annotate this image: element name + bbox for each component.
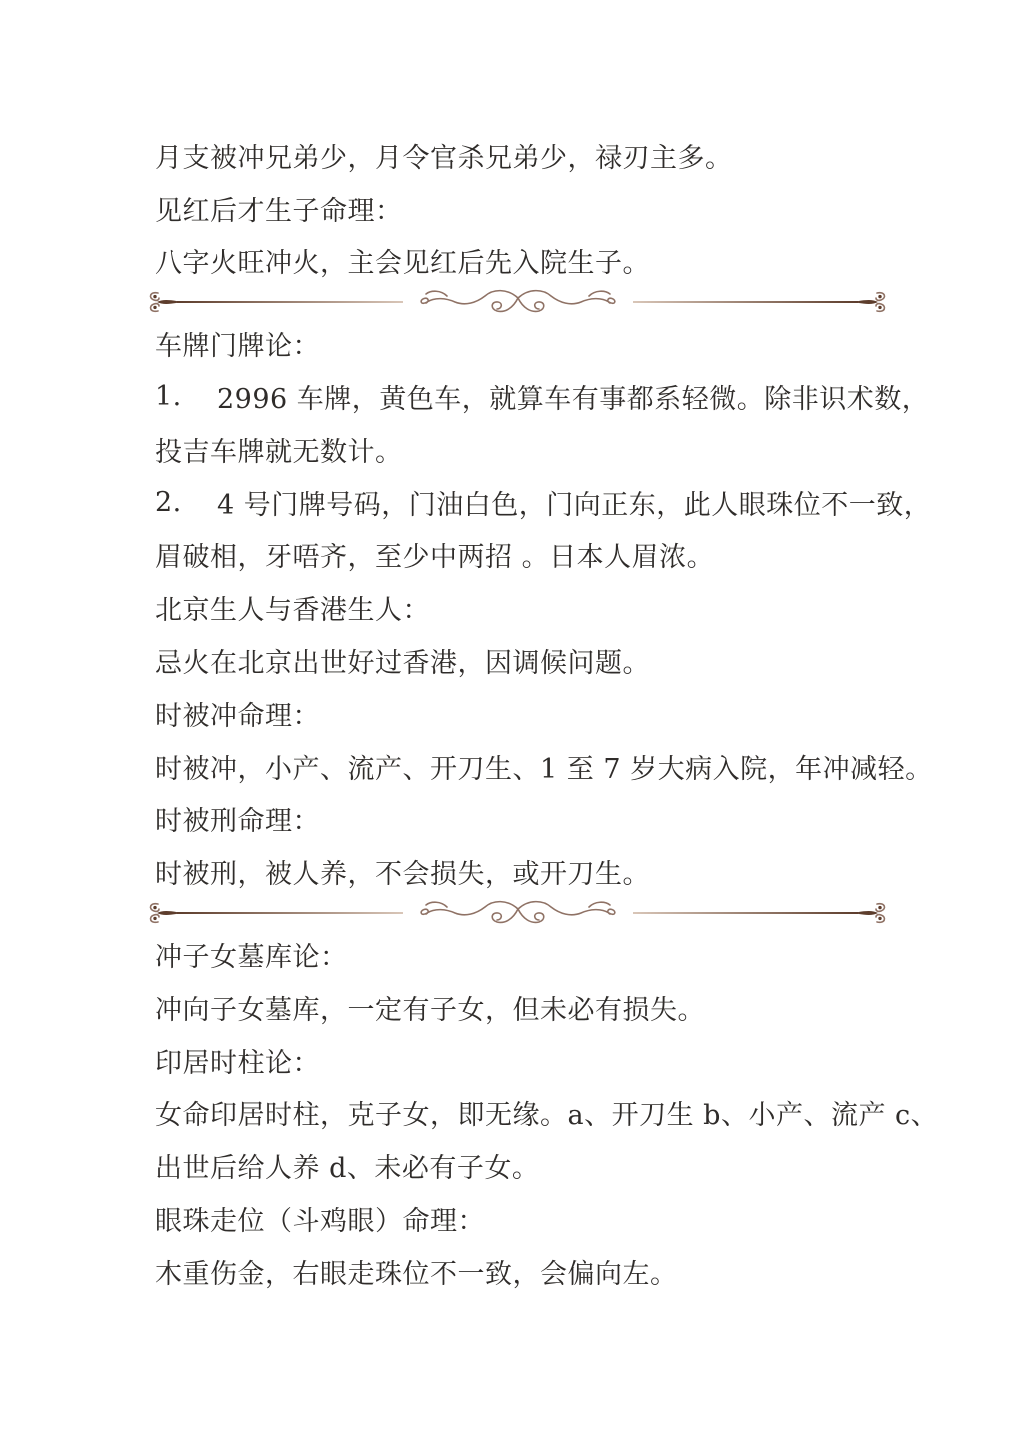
text-line-content: 出世后给人养 d、未必有子女。 (155, 1153, 540, 1185)
text-line-content: 投吉车牌就无数计。 (155, 436, 403, 468)
divider-rule-left (177, 301, 403, 303)
fleur-right-icon (858, 289, 888, 315)
text-line (155, 1034, 878, 1087)
text-line (155, 581, 878, 634)
text-line-content: 女命印居时柱，克子女，即无缘。a、开刀生 b、小产、流产 c、 (155, 1100, 939, 1132)
text-line (155, 235, 878, 288)
numbered-line (155, 370, 930, 423)
text-line-content: 眼珠走位（斗鸡眼）命理： (155, 1206, 485, 1238)
text-line-content: 时被刑命理： (155, 806, 320, 838)
divider-rule-right (633, 912, 859, 914)
text-line-content: 印居时柱论： (155, 1047, 320, 1079)
text-line (155, 981, 878, 1034)
text-line (155, 845, 878, 898)
text-line-content: 忌火在北京出世好过香港，因调候问题。 (155, 648, 650, 680)
text-line (155, 793, 878, 846)
text-line (155, 529, 878, 582)
fleur-right-icon (858, 900, 888, 926)
fleur-left-icon (147, 900, 177, 926)
numbered-line-content: 4 号门牌号码，门油白色，门向正东，此人眼珠位不一致， (217, 489, 932, 521)
text-line-content: 时被刑，被人养，不会损失，或开刀生。 (155, 859, 650, 891)
text-line (155, 634, 878, 687)
scroll-ornament-icon (413, 896, 623, 930)
divider-rule-right (633, 301, 859, 303)
text-line (155, 1139, 878, 1192)
divider-rule-left (177, 912, 403, 914)
text-line (155, 317, 878, 370)
numbered-line (155, 476, 932, 529)
scroll-ornament-icon (413, 285, 623, 319)
list-number: 2. (155, 486, 182, 518)
text-line-content: 眉破相，牙唔齐，至少中两招 。日本人眉浓。 (155, 542, 715, 574)
text-line-content: 木重伤金，右眼走珠位不一致，会偏向左。 (155, 1258, 678, 1290)
text-line (155, 928, 878, 981)
text-line-content: 冲子女墓库论： (155, 942, 348, 974)
text-line (155, 1087, 939, 1140)
fleur-left-icon (147, 289, 177, 315)
text-line-content: 时被冲命理： (155, 700, 320, 732)
numbered-line-content: 2996 车牌，黄色车，就算车有事都系轻微。除非识术数， (217, 384, 930, 416)
section-divider (147, 287, 888, 317)
text-line-content: 见红后才生子命理： (155, 195, 403, 227)
list-number: 1. (155, 381, 182, 413)
text-line-content: 月支被冲兄弟少，月令官杀兄弟少，禄刃主多。 (155, 142, 733, 174)
text-line (155, 1192, 878, 1245)
text-line (155, 1245, 878, 1298)
text-line-content: 车牌门牌论： (155, 331, 320, 363)
section-divider (147, 898, 888, 928)
text-line (155, 182, 878, 235)
text-line (155, 740, 933, 793)
text-line (155, 423, 878, 476)
text-line (155, 687, 878, 740)
text-line (155, 129, 878, 182)
text-line-content: 冲向子女墓库，一定有子女，但未必有损失。 (155, 994, 705, 1026)
text-line-content: 时被冲，小产、流产、开刀生、1 至 7 岁大病入院，年冲减轻。 (155, 753, 933, 785)
text-line-content: 八字火旺冲火，主会见红后先入院生子。 (155, 248, 650, 280)
text-line-content: 北京生人与香港生人： (155, 595, 430, 627)
